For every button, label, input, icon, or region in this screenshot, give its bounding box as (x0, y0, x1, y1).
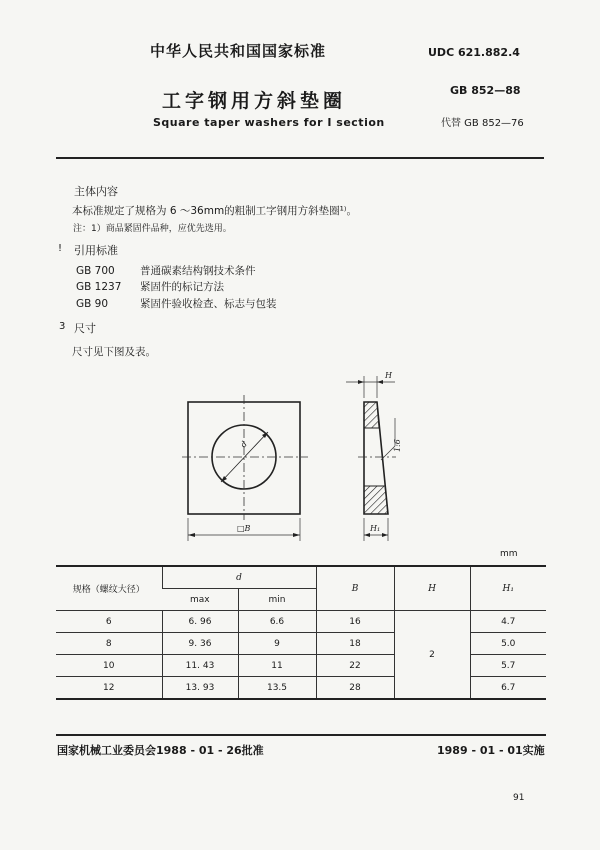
cell-d-min: 9 (238, 633, 316, 655)
reference-text: 紧固件的标记方法 (140, 281, 224, 293)
cell-B: 22 (316, 655, 394, 677)
table-row (56, 611, 546, 633)
header-B: B (316, 566, 394, 611)
udc-code: UDC 621.882.4 (428, 46, 520, 59)
standard-org-heading: 中华人民共和国国家标准 (150, 42, 327, 60)
reference-text: 紧固件验收检查、标志与包装 (140, 298, 277, 310)
page-number: 91 (513, 793, 525, 803)
cell-d-max: 9. 36 (162, 633, 238, 655)
cell-spec: 12 (56, 677, 162, 700)
cell-d-max: 6. 96 (162, 611, 238, 633)
cell-spec: 10 (56, 655, 162, 677)
cell-B: 28 (316, 677, 394, 700)
document-title: 工字钢用方斜垫圈 (162, 90, 347, 112)
reference-code: GB 700 (76, 265, 115, 277)
cell-H1: 5.0 (470, 633, 546, 655)
washer-side-view (346, 376, 396, 541)
header-H1: H₁ (470, 566, 546, 611)
cell-H1: 5.7 (470, 655, 546, 677)
dimension-table (56, 565, 546, 700)
cell-d-min: 6.6 (238, 611, 316, 633)
section-3-number: 3 (59, 321, 66, 332)
table-row (56, 633, 546, 655)
section-2-number: ! (58, 243, 63, 254)
section-2-title: 引用标准 (74, 244, 118, 257)
header-d-min: min (238, 589, 316, 611)
standard-number: GB 852—88 (450, 84, 521, 97)
cell-H: 2 (394, 611, 470, 700)
document-title-english: Square taper washers for I section (153, 116, 385, 129)
section-3-title: 尺寸 (74, 322, 96, 335)
cell-H1: 6.7 (470, 677, 546, 700)
cell-d-min: 11 (238, 655, 316, 677)
reference-code: GB 1237 (76, 281, 122, 293)
slope-label: 1:6 (393, 439, 402, 452)
replaces-standard: 代替 GB 852—76 (441, 118, 524, 129)
header-d-max: max (162, 589, 238, 611)
width-label: □B (237, 524, 251, 533)
thickness-label: H (385, 371, 392, 380)
cell-spec: 8 (56, 633, 162, 655)
table-row (56, 677, 546, 700)
unit-label: mm (500, 549, 518, 559)
cell-H1: 4.7 (470, 611, 546, 633)
cell-B: 16 (316, 611, 394, 633)
reference-text: 普通碳素结构钢技术条件 (140, 265, 256, 277)
header-d: d (162, 566, 316, 589)
thickness-h1-label: H₁ (370, 524, 381, 533)
diameter-label: d (238, 439, 249, 450)
approval-statement: 国家机械工业委员会1988 - 01 - 26批准 (57, 744, 264, 757)
section-1-note: 注：1）商品紧固件品种，应优先选用。 (73, 224, 232, 234)
cell-d-max: 11. 43 (162, 655, 238, 677)
cell-spec: 6 (56, 611, 162, 633)
table-row (56, 655, 546, 677)
header-H: H (394, 566, 470, 611)
footer-rule (56, 734, 546, 736)
header-spec: 规格（螺纹大径） (56, 566, 162, 611)
effective-date: 1989 - 01 - 01实施 (437, 744, 545, 757)
cell-d-max: 13. 93 (162, 677, 238, 700)
section-3-body: 尺寸见下图及表。 (72, 346, 156, 358)
section-1-body: 本标准规定了规格为 6 ～36mm的粗制工字钢用方斜垫圈¹⁾。 (72, 205, 357, 217)
cell-B: 18 (316, 633, 394, 655)
washer-front-view (182, 395, 308, 541)
cell-d-min: 13.5 (238, 677, 316, 700)
reference-code: GB 90 (76, 298, 109, 310)
section-1-title: 主体内容 (74, 185, 118, 198)
